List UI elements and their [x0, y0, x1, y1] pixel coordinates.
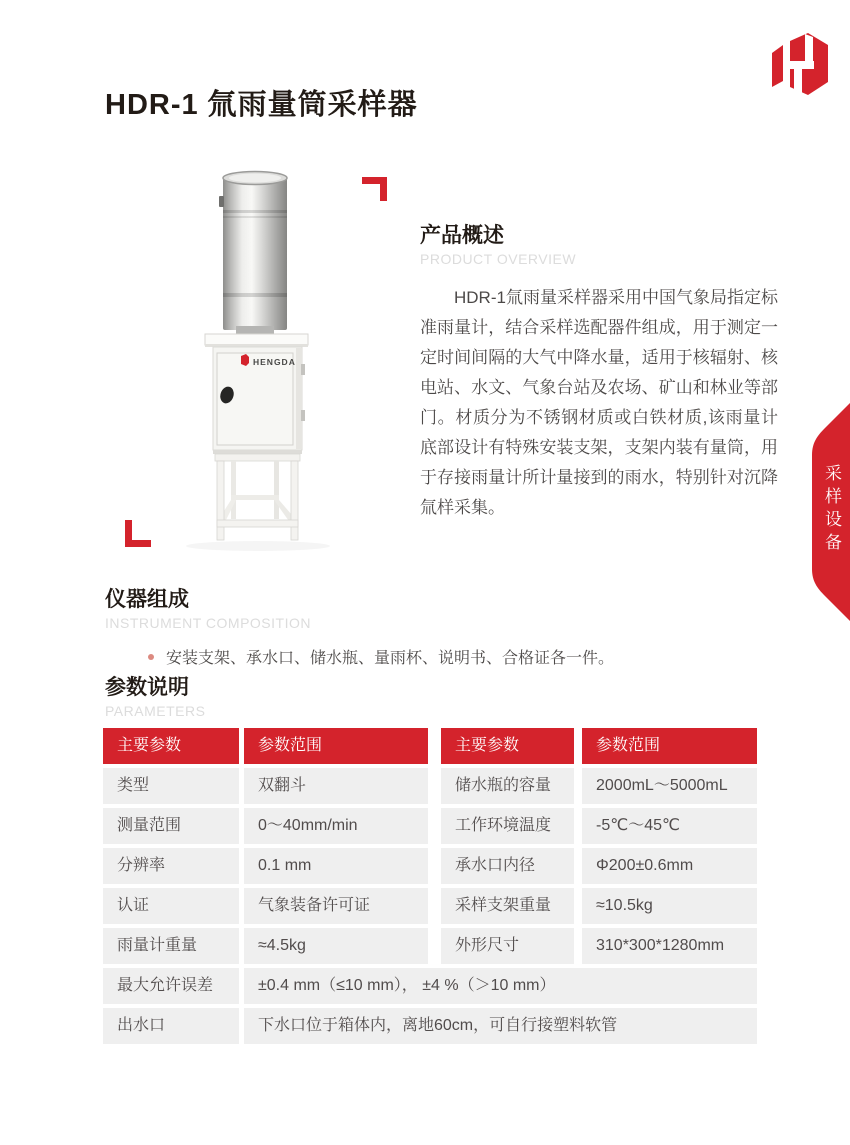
param-value: -5℃～45℃	[582, 808, 757, 844]
table-row	[103, 968, 763, 1004]
bullet-dot-icon	[148, 654, 154, 660]
param-label: 最大允许误差	[103, 968, 239, 1004]
corner-bracket-bottom-left-icon	[125, 520, 151, 547]
table-row	[103, 808, 763, 844]
header-cell: 主要参数	[103, 728, 239, 764]
stand	[186, 450, 330, 551]
param-label: 认证	[103, 888, 239, 924]
parameters-table	[103, 728, 763, 1048]
parameters-section	[105, 676, 725, 719]
param-value: 0.1 mm	[244, 848, 428, 884]
param-value: Φ200±0.6mm	[582, 848, 757, 884]
param-value: ≈10.5kg	[582, 888, 757, 924]
param-value: 2000mL～5000mL	[582, 768, 757, 804]
overview-paragraph: HDR-1氚雨量采样器采用中国气象局指定标准雨量计，结合采样选配器件组成，用于测定一定时间间隔的大气中降水量，适用于核辐射、核电站、水文、气象台站及农场、矿山和林业等部门。材质分为不锈钢材质或白铁材质,该雨量计底部设计有特殊安装支架，支架内装有量筒，用于存接雨量计所计量接到的雨水，特别针对沉降氚样采集。	[420, 288, 778, 517]
hengda-logo-icon	[768, 32, 832, 96]
header-cell: 参数范围	[244, 728, 428, 764]
table-header-row	[103, 728, 763, 764]
parameters-heading: 参数说明	[105, 676, 189, 699]
composition-bullet-line	[148, 645, 725, 668]
table-row	[103, 768, 763, 804]
composition-bullet-text: 安装支架、承水口、储水瓶、量雨杯、说明书、合格证各一件。	[166, 650, 615, 667]
cabinet-brand-label: HENGDA	[253, 357, 296, 367]
param-value: 气象装备许可证	[244, 888, 428, 924]
composition-section	[105, 588, 725, 668]
table-row	[103, 888, 763, 924]
param-value: 0～40mm/min	[244, 808, 428, 844]
cabinet	[205, 334, 308, 450]
param-label: 外形尺寸	[441, 928, 574, 964]
overview-subheading: PRODUCT OVERVIEW	[420, 251, 577, 267]
composition-subheading: INSTRUMENT COMPOSITION	[105, 615, 311, 631]
rain-gauge-cylinder	[219, 172, 287, 342]
side-tab-label: 采样设备	[822, 464, 841, 556]
table-row	[103, 928, 763, 964]
overview-heading: 产品概述	[420, 224, 504, 247]
product-photo	[128, 158, 388, 563]
param-label: 分辨率	[103, 848, 239, 884]
param-value: 双翻斗	[244, 768, 428, 804]
corner-bracket-top-right-icon	[362, 177, 387, 201]
param-value: ≈4.5kg	[244, 928, 428, 964]
param-label: 储水瓶的容量	[441, 768, 574, 804]
param-label: 测量范围	[103, 808, 239, 844]
param-value: 下水口位于箱体内，离地60cm，可自行接塑料软管	[244, 1008, 757, 1044]
param-label: 承水口内径	[441, 848, 574, 884]
param-label: 类型	[103, 768, 239, 804]
param-label: 出水口	[103, 1008, 239, 1044]
param-value: 310*300*1280mm	[582, 928, 757, 964]
param-value: ±0.4 mm（≤10 mm）， ±4 %（＞10 mm）	[244, 968, 757, 1004]
param-label: 采样支架重量	[441, 888, 574, 924]
parameters-subheading: PARAMETERS	[105, 703, 206, 719]
composition-heading: 仪器组成	[105, 588, 189, 611]
table-row	[103, 1008, 763, 1044]
header-cell: 参数范围	[582, 728, 757, 764]
param-label: 工作环境温度	[441, 808, 574, 844]
table-row	[103, 848, 763, 884]
header-cell: 主要参数	[441, 728, 574, 764]
page-title: HDR-1 氚雨量筒采样器	[105, 89, 418, 121]
param-label: 雨量计重量	[103, 928, 239, 964]
overview-section	[420, 224, 778, 523]
